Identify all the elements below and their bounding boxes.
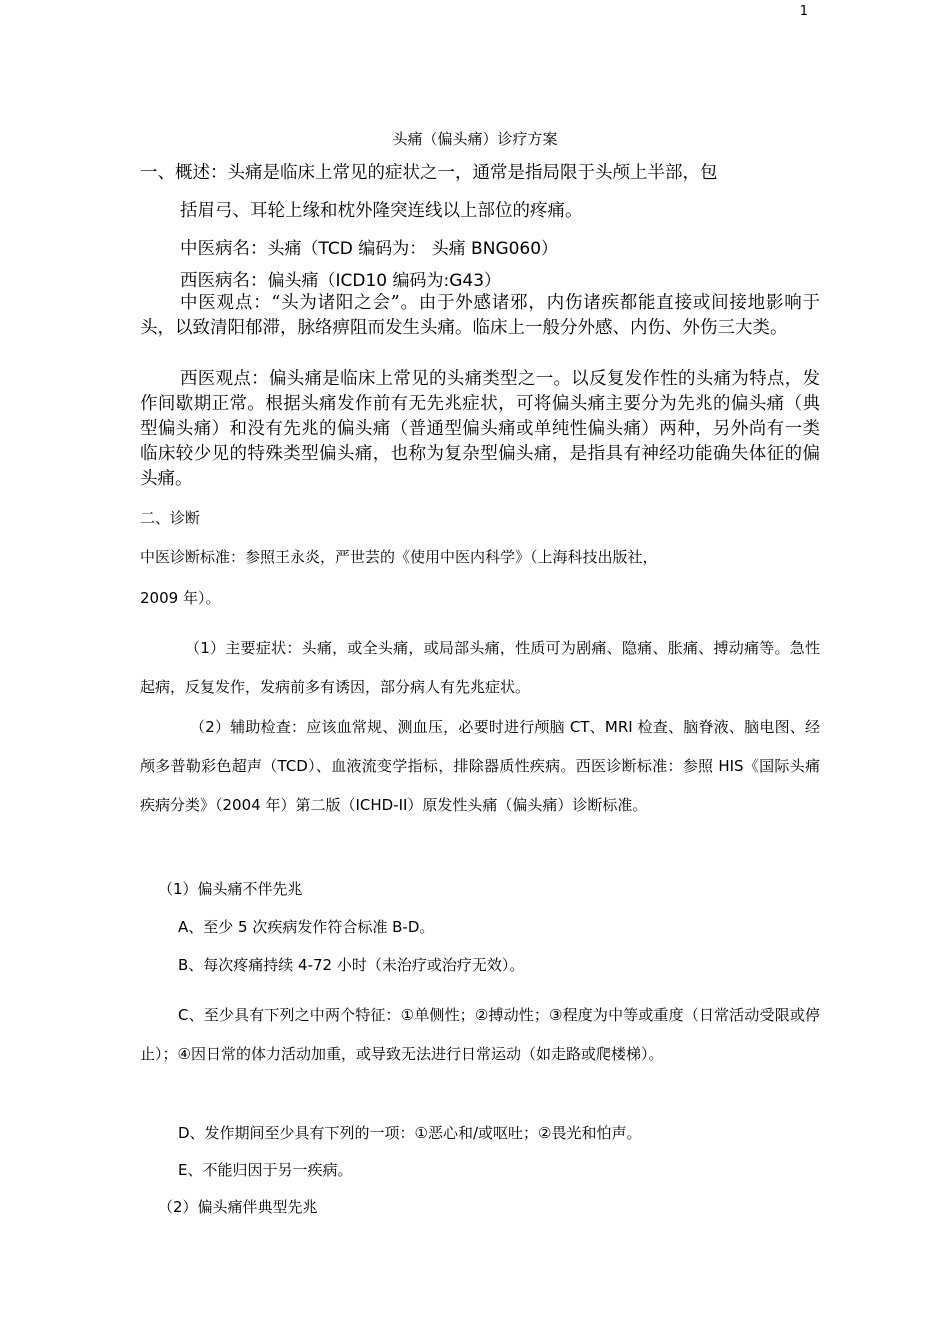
tcm-view-paragraph: 中医观点：“头为诸阳之会”。由于外感诸邪，内伤诸疾都能直接或间接地影响于头，以致清阳郁滞，脉络痹阻而发生头痛。临床上一般分外感、内伤、外伤三大类。 [140, 293, 820, 338]
document-title: 头痛（偏头痛）诊疗方案 [392, 130, 558, 148]
tcm-standard-line-2: 2009 年）。 [140, 589, 221, 607]
overview-line-1: 一、概述：头痛是临床上常见的症状之一，通常是指局限于头颅上半部，包 [140, 163, 718, 183]
tcm-disease-name-value: 头痛（TCD 编码为： 头痛 BNG060） [267, 239, 559, 259]
sub1-heading: （1）偏头痛不伴先兆 [158, 880, 303, 898]
main-symptoms-paragraph: （1）主要症状：头痛，或全头痛，或局部头痛，性质可为剧痛、隐痛、胀痛、搏动痛等。急性起病，反复发作，发病前多有诱因，部分病人有先兆症状。 [140, 639, 820, 696]
wm-disease-name-value: 偏头痛（ICD10 编码为:G43） [267, 271, 502, 291]
criterion-e: E、不能归因于另一疾病。 [178, 1161, 353, 1179]
page-number: 1 [799, 4, 808, 19]
overview-line-2: 括眉弓、耳轮上缘和枕外隆突连线以上部位的疼痛。 [180, 201, 583, 221]
criterion-d: D、发作期间至少具有下列的一项：①恶心和/或呕吐；②畏光和怕声。 [178, 1124, 642, 1142]
diagnosis-heading: 二、诊断 [140, 509, 201, 527]
wm-disease-name-label: 西医病名： [180, 271, 268, 291]
sub2-heading: （2）偏头痛伴典型先兆 [158, 1198, 318, 1216]
criterion-c: C、至少具有下列之中两个特征：①单侧性；②搏动性；③程度为中等或重度（日常活动受限或停止）；④因日常的体力活动加重，或导致无法进行日常运动（如走路或爬楼梯）。 [140, 1006, 820, 1063]
criterion-b: B、每次疼痛持续 4-72 小时（未治疗或治疗无效）。 [178, 956, 525, 974]
wm-disease-name [180, 266, 501, 292]
tcm-disease-name-label: 中医病名： [180, 239, 268, 259]
tcm-disease-name [180, 234, 558, 260]
criterion-a: A、至少 5 次疾病发作符合标准 B-D。 [178, 918, 435, 936]
tcm-standard-line-1: 中医诊断标准：参照王永炎，严世芸的《使用中医内科学》（上海科技出版社， [140, 548, 658, 566]
wm-view-paragraph: 西医观点：偏头痛是临床上常见的头痛类型之一。以反复发作性的头痛为特点，发作间歇期正常。根据头痛发作前有无先兆症状，可将偏头痛主要分为先兆的偏头痛（典型偏头痛）和没有先兆的偏头痛（普通型偏头痛或单纯性偏头痛）两种，另外尚有一类临床较少见的特殊类型偏头痛，也称为复杂型偏头痛，是指具有神经功能确失体征的偏头痛。 [140, 369, 820, 489]
aux-exam-paragraph: （2）辅助检查：应该血常规、测血压，必要时进行颅脑 CT、MRI 检查、脑脊液、脑电图、经颅多普勒彩色超声（TCD）、血液流变学指标，排除器质性疾病。西医诊断标准：参照 HIS《国际头痛疾病分类》（2004 年）第二版（ICHD-II）原发性头痛（偏头痛）诊断标准。 [140, 718, 820, 814]
